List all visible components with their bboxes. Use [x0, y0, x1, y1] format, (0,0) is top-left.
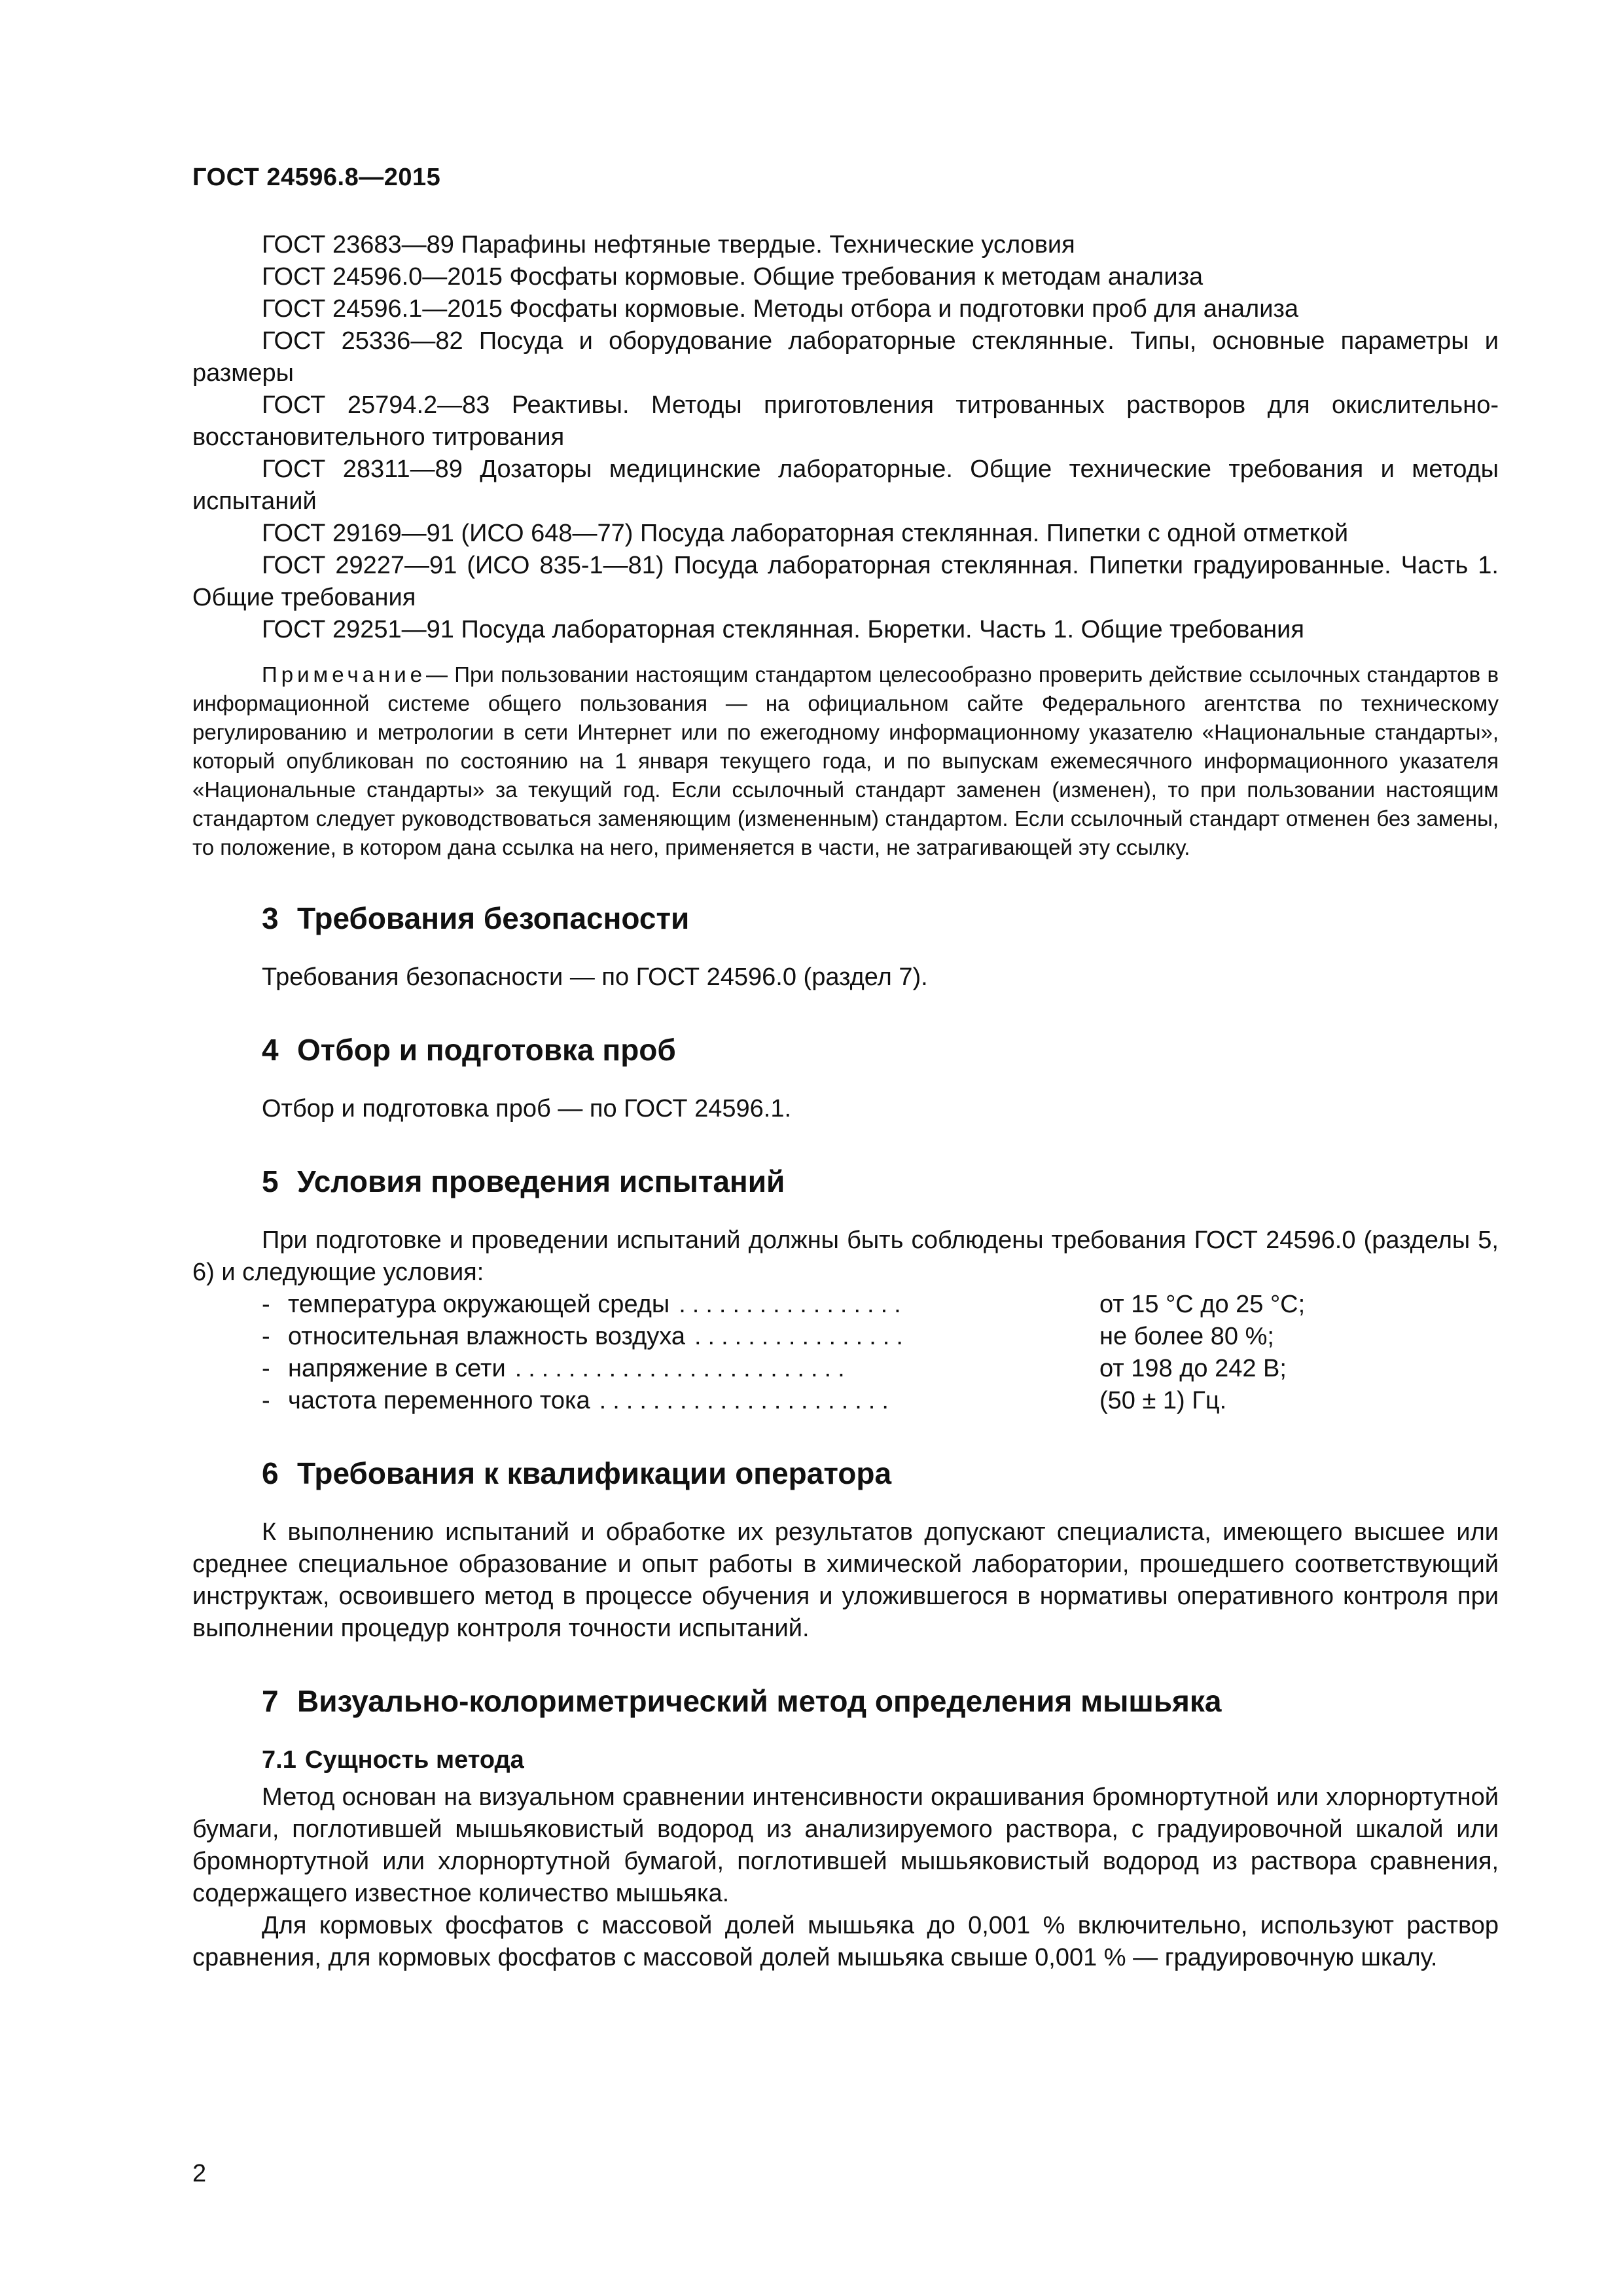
section-paragraph: При подготовке и проведении испытаний должны быть соблюдены требования ГОСТ 24596.0 (разделы 5, 6) и следующие условия: [192, 1227, 1499, 1286]
condition-label: температура окружающей среды [288, 1291, 670, 1318]
note-paragraph [192, 660, 1499, 862]
section-title: Условия проведения испытаний [297, 1164, 785, 1198]
document-header: ГОСТ 24596.8—2015 [192, 164, 441, 191]
section-number: 3 [262, 901, 279, 935]
section-number: 4 [262, 1033, 279, 1067]
reference-item: ГОСТ 29227—91 (ИСО 835-1—81) Посуда лабораторная стеклянная. Пипетки градуированные. Часть 1. Общие требования [192, 552, 1499, 611]
condition-value: от 198 до 242 В; [1099, 1355, 1287, 1382]
condition-item [262, 1353, 1348, 1385]
reference-item: ГОСТ 23683—89 Парафины нефтяные твердые. Технические условия [262, 231, 1075, 259]
condition-item [262, 1385, 1348, 1417]
section-title: Визуально-колориметрический метод определения мышьяка [297, 1684, 1222, 1718]
section-number: 6 [262, 1456, 279, 1490]
section-number: 7 [262, 1684, 279, 1718]
normative-references-list [192, 229, 1499, 646]
condition-label: частота переменного тока [288, 1387, 590, 1414]
section-number: 5 [262, 1164, 279, 1198]
dot-leader: ......................... [514, 1355, 851, 1382]
condition-item [262, 1289, 1348, 1321]
section-paragraph: Отбор и подготовка проб — по ГОСТ 24596.1. [262, 1095, 792, 1122]
list-dash: - [262, 1291, 270, 1318]
list-dash: - [262, 1323, 270, 1350]
note-label: Примечание [262, 662, 427, 687]
reference-item: ГОСТ 29169—91 (ИСО 648—77) Посуда лабораторная стеклянная. Пипетки с одной отметкой [262, 520, 1349, 547]
page-number: 2 [192, 2160, 207, 2187]
reference-item: ГОСТ 25794.2—83 Реактивы. Методы приготовления титрованных растворов для окислительно-восстановительного титрования [192, 391, 1499, 451]
section-7 [192, 1683, 1499, 1974]
dot-leader: ................. [679, 1291, 908, 1318]
section-title: Требования безопасности [297, 901, 690, 935]
list-dash: - [262, 1387, 270, 1414]
section-3 [192, 900, 1499, 994]
section-5 [192, 1163, 1499, 1417]
section-paragraph: Для кормовых фосфатов с массовой долей мышьяка до 0,001 % включительно, используют раствор сравнения, для кормовых фосфатов с массовой долей мышьяка свыше 0,001 % — градуировочную шкалу. [192, 1912, 1499, 1971]
reference-item: ГОСТ 24596.0—2015 Фосфаты кормовые. Общие требования к методам анализа [262, 263, 1204, 291]
subsection-heading [262, 1744, 1499, 1776]
note-text: — При пользовании настоящим стандартом целесообразно проверить действие ссылочных стандартов в информационной системе общего пользования — на официальном сайте Федерального агентства по техническому регулированию и метрологии в сети Интернет или по ежегодному информационному указателю «Национальные стандарты», который опубликован по состоянию на 1 января текущего года, и по выпускам ежемесячного информационного указателя «Национальные стандарты» за текущий год. Если ссылочный стандарт заменен (изменен), то при пользовании настоящим стандартом следует руководствоваться заменяющим (измененным) стандартом. Если ссылочный стандарт отменен без замены, то положение, в котором дана ссылка на него, применяется в части, не затрагивающей эту ссылку. [192, 662, 1499, 859]
condition-item [262, 1321, 1348, 1353]
list-dash: - [262, 1355, 270, 1382]
section-6 [192, 1455, 1499, 1645]
reference-item: ГОСТ 28311—89 Дозаторы медицинские лабораторные. Общие технические требования и методы испытаний [192, 456, 1499, 515]
section-4 [192, 1031, 1499, 1125]
section-heading [262, 1455, 1499, 1492]
section-heading [262, 1163, 1499, 1200]
conditions-list [262, 1289, 1499, 1417]
reference-item: ГОСТ 24596.1—2015 Фосфаты кормовые. Методы отбора и подготовки проб для анализа [262, 295, 1299, 323]
section-paragraph: К выполнению испытаний и обработке их результатов допускают специалиста, имеющего высшее или среднее специальное образование и опыт работы в химической лаборатории, прошедшего соответствующий инструктаж, освоившего метод в процессе обучения и уложившегося в нормативы оперативного контроля при выполнении процедур контроля точности испытаний. [192, 1518, 1499, 1642]
section-paragraph: Метод основан на визуальном сравнении интенсивности окрашивания бромнортутной или хлорнортутной бумаги, поглотившей мышьяковистый водород из анализируемого раствора, с градуировочной шкалой или бромнортутной или хлорнортутной бумагой, поглотившей мышьяковистый водород из раствора сравнения, содержащего известное количество мышьяка. [192, 1784, 1499, 1907]
section-heading [262, 1683, 1499, 1719]
reference-item: ГОСТ 29251—91 Посуда лабораторная стеклянная. Бюретки. Часть 1. Общие требования [262, 616, 1304, 643]
subsection-title: Сущность метода [305, 1746, 524, 1774]
section-heading [262, 900, 1499, 937]
condition-value: (50 ± 1) Гц. [1099, 1387, 1227, 1414]
dot-leader: ...................... [599, 1387, 895, 1414]
condition-value: не более 80 %; [1099, 1323, 1274, 1350]
section-paragraph: Требования безопасности — по ГОСТ 24596.0 (раздел 7). [262, 963, 928, 991]
subsection-number: 7.1 [262, 1746, 296, 1774]
dot-leader: ................ [694, 1323, 910, 1350]
section-title: Отбор и подготовка проб [297, 1033, 676, 1067]
condition-label: относительная влажность воздуха [288, 1323, 685, 1350]
section-heading [262, 1031, 1499, 1068]
reference-item: ГОСТ 25336—82 Посуда и оборудование лабораторные стеклянные. Типы, основные параметры и размеры [192, 327, 1499, 387]
condition-label: напряжение в сети [288, 1355, 506, 1382]
section-title: Требования к квалификации оператора [297, 1456, 892, 1490]
document-body [192, 229, 1499, 1974]
condition-value: от 15 °С до 25 °С; [1099, 1291, 1306, 1318]
